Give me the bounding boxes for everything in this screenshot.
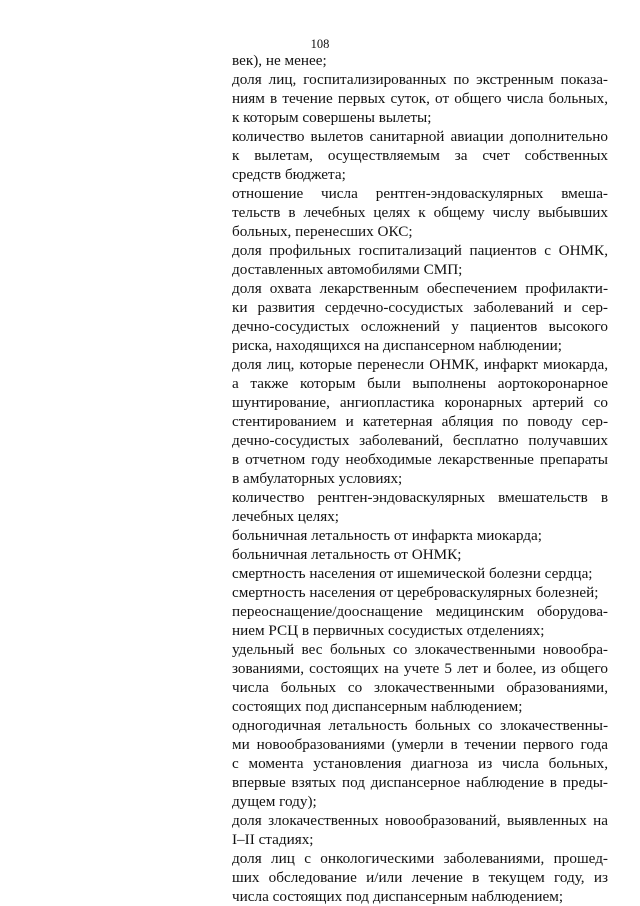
text-line: смертность населения от ишемической болезни сердца; bbox=[232, 565, 593, 582]
text-line: больничная летальность от инфаркта миокарда; bbox=[232, 527, 542, 544]
text-line: смертность населения от цереброваскулярных болезней; bbox=[232, 584, 599, 601]
text-line: дечно-сосудистых осложнений у пациентов высокого bbox=[232, 318, 608, 335]
text-line: отношение числа рентген-эндоваскулярных вмеша- bbox=[232, 185, 608, 202]
list-item bbox=[232, 602, 608, 640]
text-line: доставленных автомобилями СМП; bbox=[232, 261, 463, 278]
list-item bbox=[232, 279, 608, 355]
text-line: числа состоящих под диспансерным наблюдением; bbox=[232, 888, 564, 905]
list-item bbox=[232, 70, 608, 127]
text-line: доля охвата лекарственным обеспечением профилакти- bbox=[232, 280, 608, 297]
text-line: средств бюджета; bbox=[232, 166, 346, 183]
list-item bbox=[232, 716, 608, 811]
list-item bbox=[232, 849, 608, 906]
text-line: количество вылетов санитарной авиации дополнительно bbox=[232, 128, 608, 145]
text-line: шунтирование, ангиопластика коронарных артерий со bbox=[232, 394, 608, 411]
text-line: дечно-сосудистых заболеваний, бесплатно получавших bbox=[232, 432, 608, 449]
text-line: ми новообразованиями (умерли в течении первого года bbox=[232, 736, 608, 753]
text-line: тельств в лечебных целях к общему числу выбывших bbox=[232, 204, 608, 221]
list-item bbox=[232, 545, 608, 564]
text-line: в амбулаторных условиях; bbox=[232, 470, 403, 487]
list-item bbox=[232, 564, 608, 583]
list-item bbox=[232, 488, 608, 526]
list-item bbox=[232, 583, 608, 602]
text-line: состоящих под диспансерным наблюдением; bbox=[232, 698, 523, 715]
document-body bbox=[232, 51, 608, 906]
text-line: количество рентген-эндоваскулярных вмешательств в bbox=[232, 489, 608, 506]
text-line: ших обследование и/или лечение в текущем году, из bbox=[232, 869, 608, 886]
list-item bbox=[232, 640, 608, 716]
text-line: зованиями, состоящих на учете 5 лет и более, из общего bbox=[232, 660, 608, 677]
text-line: лечебных целях; bbox=[232, 508, 340, 525]
text-line: удельный вес больных со злокачественными новообра- bbox=[232, 641, 608, 658]
text-line: доля профильных госпитализаций пациентов с ОНМК, bbox=[232, 242, 608, 259]
text-line: больничная летальность от ОНМК; bbox=[232, 546, 462, 563]
text-line: I–II стадиях; bbox=[232, 831, 314, 848]
list-item bbox=[232, 127, 608, 184]
list-item bbox=[232, 184, 608, 241]
list-item bbox=[232, 526, 608, 545]
text-line: а также которым были выполнены аортокоронарное bbox=[232, 375, 608, 392]
list-item bbox=[232, 51, 608, 70]
list-item bbox=[232, 811, 608, 849]
text-line: дущем году); bbox=[232, 793, 317, 810]
text-line: доля лиц с онкологическими заболеваниями, прошед- bbox=[232, 850, 608, 867]
text-line: ниям в течение первых суток, от общего числа больных, bbox=[232, 90, 608, 107]
text-line: век), не менее; bbox=[232, 52, 327, 69]
text-line: одногодичная летальность больных со злокачественны- bbox=[232, 717, 608, 734]
text-line: стентированием и катетерная абляция по поводу сер- bbox=[232, 413, 608, 430]
text-line: к которым совершены вылеты; bbox=[232, 109, 432, 126]
text-line: впервые взятых под диспансерное наблюдение в преды- bbox=[232, 774, 608, 791]
text-line: риска, находящихся на диспансерном наблюдении; bbox=[232, 337, 562, 354]
list-item bbox=[232, 241, 608, 279]
text-line: доля злокачественных новообразований, выявленных на bbox=[232, 812, 608, 829]
text-line: больных, перенесших ОКС; bbox=[232, 223, 413, 240]
text-line: числа больных со злокачественными образованиями, bbox=[232, 679, 608, 696]
text-line: нием РСЦ в первичных сосудистых отделениях; bbox=[232, 622, 545, 639]
text-line: с момента установления диагноза из числа больных, bbox=[232, 755, 608, 772]
text-line: ки развития сердечно-сосудистых заболеваний и сер- bbox=[232, 299, 608, 316]
text-line: в отчетном году необходимые лекарственные препараты bbox=[232, 451, 608, 468]
text-line: доля лиц, госпитализированных по экстренным показа- bbox=[232, 71, 608, 88]
text-line: к вылетам, осуществляемым за счет собственных bbox=[232, 147, 608, 164]
page-number: 108 bbox=[310, 37, 330, 51]
text-line: переоснащение/дооснащение медицинским оборудова- bbox=[232, 603, 608, 620]
text-line: доля лиц, которые перенесли ОНМК, инфаркт миокарда, bbox=[232, 356, 608, 373]
list-item bbox=[232, 355, 608, 488]
